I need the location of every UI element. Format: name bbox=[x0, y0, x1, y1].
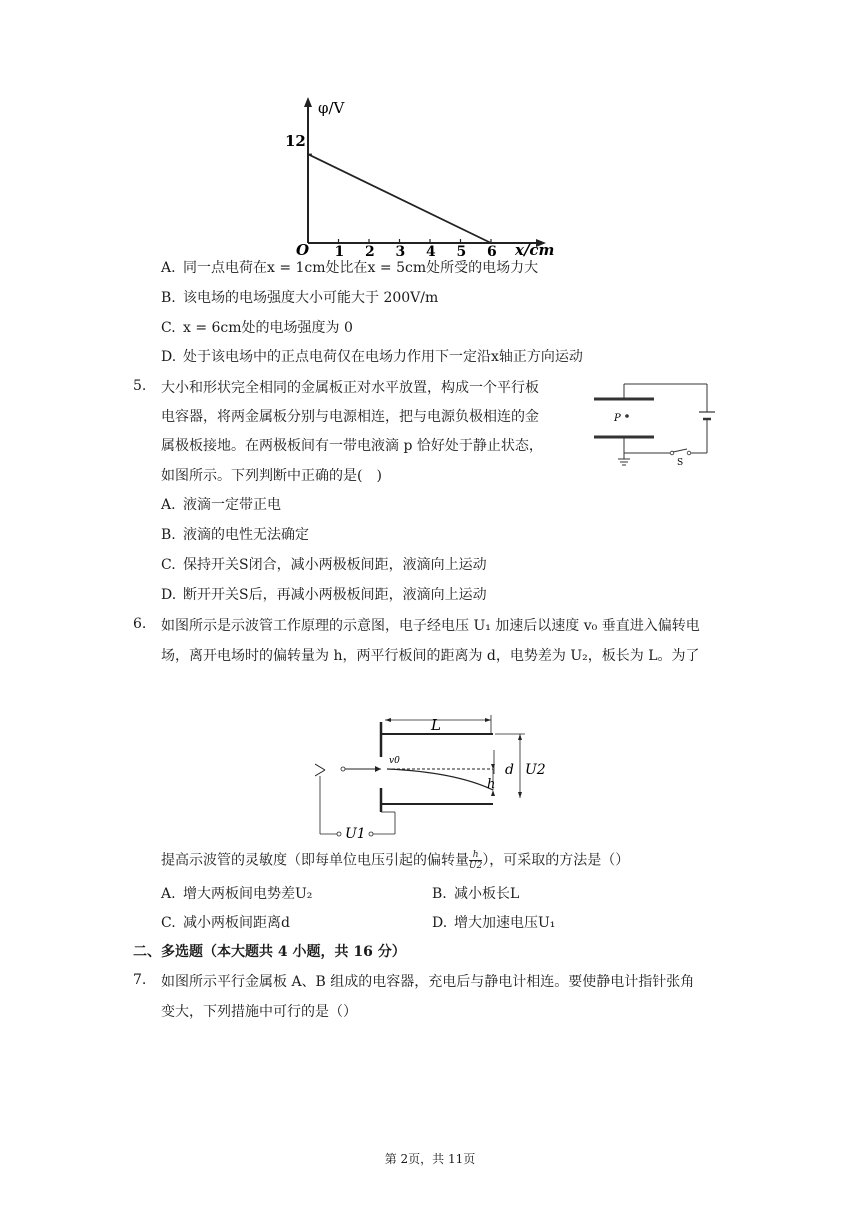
option-letter: A. bbox=[161, 260, 176, 276]
q5-line-2: 电容器，将两金属板分别与电源相连，把与电源负极相连的金 bbox=[161, 409, 539, 425]
oscilloscope-figure bbox=[315, 712, 550, 842]
option-letter: C. bbox=[161, 557, 176, 573]
option-letter: C. bbox=[161, 320, 176, 336]
q5-option-c bbox=[161, 555, 487, 575]
q7-line-2: 变大，下列措施中可行的是（） bbox=[161, 1004, 357, 1020]
q6-text-part-1: 提高示波管的灵敏度（即每单位电压引起的偏转量 bbox=[161, 852, 469, 869]
option-letter: D. bbox=[161, 349, 177, 365]
q6-line-2: 场，离开电场时的偏转量为 h，两平行板间的距离为 d，电势差为 U₂，板长为 L。为了 bbox=[161, 648, 700, 664]
voltage-u2-label: U2 bbox=[525, 762, 546, 778]
option-letter: D. bbox=[161, 587, 177, 603]
q7-number: 7. bbox=[133, 972, 147, 988]
q6-option-a bbox=[161, 884, 312, 904]
fraction-denominator: U2 bbox=[469, 861, 483, 871]
capacitor-circuit-figure bbox=[582, 375, 717, 475]
option-text: 增大加速电压U₁ bbox=[454, 915, 556, 931]
potential-graph bbox=[280, 95, 570, 257]
y-axis-arrow bbox=[304, 97, 312, 107]
velocity-v0-label: v0 bbox=[389, 756, 400, 766]
option-text: 保持开关S闭合，减小两极板间距，液滴向上运动 bbox=[183, 557, 487, 573]
switch-s bbox=[673, 449, 687, 452]
x-tick-label: 3 bbox=[395, 244, 406, 257]
electron-gun bbox=[315, 764, 325, 770]
q6-option-d bbox=[432, 913, 555, 933]
droplet-label: P bbox=[614, 413, 621, 424]
option-text: x = 6cm处的电场强度为 0 bbox=[183, 320, 353, 336]
option-letter: A. bbox=[161, 497, 176, 513]
plate-length-label: L bbox=[431, 716, 441, 734]
origin-label: O bbox=[296, 241, 310, 257]
option-text: 同一点电荷在x = 1cm处比在x = 5cm处所受的电场力大 bbox=[183, 260, 539, 276]
option-text: 液滴的电性无法确定 bbox=[183, 527, 309, 543]
plate-distance-label: d bbox=[505, 762, 514, 778]
x-tick-label: 4 bbox=[426, 244, 436, 257]
option-text: 液滴一定带正电 bbox=[183, 497, 281, 513]
page-footer: 第 2页，共 11页 bbox=[384, 1152, 476, 1166]
option-text: 断开开关S后，再减小两极板间距，液滴向上运动 bbox=[183, 587, 487, 603]
electron-trajectory bbox=[387, 769, 496, 792]
q4-option-c bbox=[161, 318, 353, 338]
option-letter: D. bbox=[432, 915, 448, 931]
q5-number: 5. bbox=[133, 378, 147, 394]
option-text: 该电场的电场强度大小可能大于 200V/m bbox=[183, 290, 439, 306]
option-text: 减小两板间距离d bbox=[183, 915, 290, 931]
q5-option-d bbox=[161, 585, 487, 605]
droplet-p bbox=[625, 414, 629, 418]
deflection-h-label: h bbox=[487, 777, 496, 792]
voltage-u1-label: U1 bbox=[345, 826, 366, 842]
q6-text-part-2: ），可采取的方法是（） bbox=[482, 852, 630, 869]
q5-line-1: 大小和形状完全相同的金属板正对水平放置，构成一个平行板 bbox=[161, 380, 539, 396]
q4-option-d bbox=[161, 347, 583, 367]
y-tick-label: 12 bbox=[285, 132, 306, 150]
x-tick-label: 1 bbox=[334, 244, 345, 257]
option-letter: A. bbox=[161, 886, 176, 902]
option-letter: C. bbox=[161, 915, 176, 931]
q6-line-3 bbox=[161, 850, 629, 871]
x-tick-label: 6 bbox=[487, 244, 497, 257]
option-letter: B. bbox=[432, 886, 447, 902]
x-axis-label: x/cm bbox=[515, 241, 555, 257]
q7-line-1: 如图所示平行金属板 A、B 组成的电容器，充电后与静电计相连。要使静电计指针张角 bbox=[161, 974, 695, 990]
q5-option-b bbox=[161, 525, 309, 545]
option-letter: B. bbox=[161, 527, 176, 543]
y-axis-label: φ/V bbox=[318, 99, 345, 117]
q5-option-a bbox=[161, 495, 281, 515]
q5-line-4: 如图所示。下列判断中正确的是( ) bbox=[161, 468, 382, 484]
potential-line bbox=[308, 154, 491, 243]
switch-label: S bbox=[677, 458, 684, 468]
x-tick-label: 5 bbox=[456, 244, 467, 257]
option-letter: B. bbox=[161, 290, 176, 306]
q4-option-a bbox=[161, 258, 538, 278]
option-text: 增大两板间电势差U₂ bbox=[183, 886, 313, 902]
option-text: 处于该电场中的正点电荷仅在电场力作用下一定沿x轴正方向运动 bbox=[183, 349, 583, 365]
q6-option-c bbox=[161, 913, 290, 933]
q5-line-3: 属极板接地。在两极板间有一带电液滴 p 恰好处于静止状态， bbox=[161, 438, 543, 454]
q4-option-b bbox=[161, 288, 438, 308]
section-title-multiple-choice: 二、多选题（本大题共 4 小题，共 16 分） bbox=[133, 944, 406, 960]
q6-line-1: 如图所示是示波管工作原理的示意图，电子经电压 U₁ 加速后以速度 v₀ 垂直进入偏转电 bbox=[161, 618, 700, 634]
fraction-h-over-u2 bbox=[469, 850, 482, 871]
q6-option-b bbox=[432, 884, 519, 904]
fraction-numerator: h bbox=[469, 850, 482, 861]
option-text: 减小板长L bbox=[454, 886, 520, 902]
q6-number: 6. bbox=[133, 616, 147, 632]
x-tick-label: 2 bbox=[365, 244, 375, 257]
